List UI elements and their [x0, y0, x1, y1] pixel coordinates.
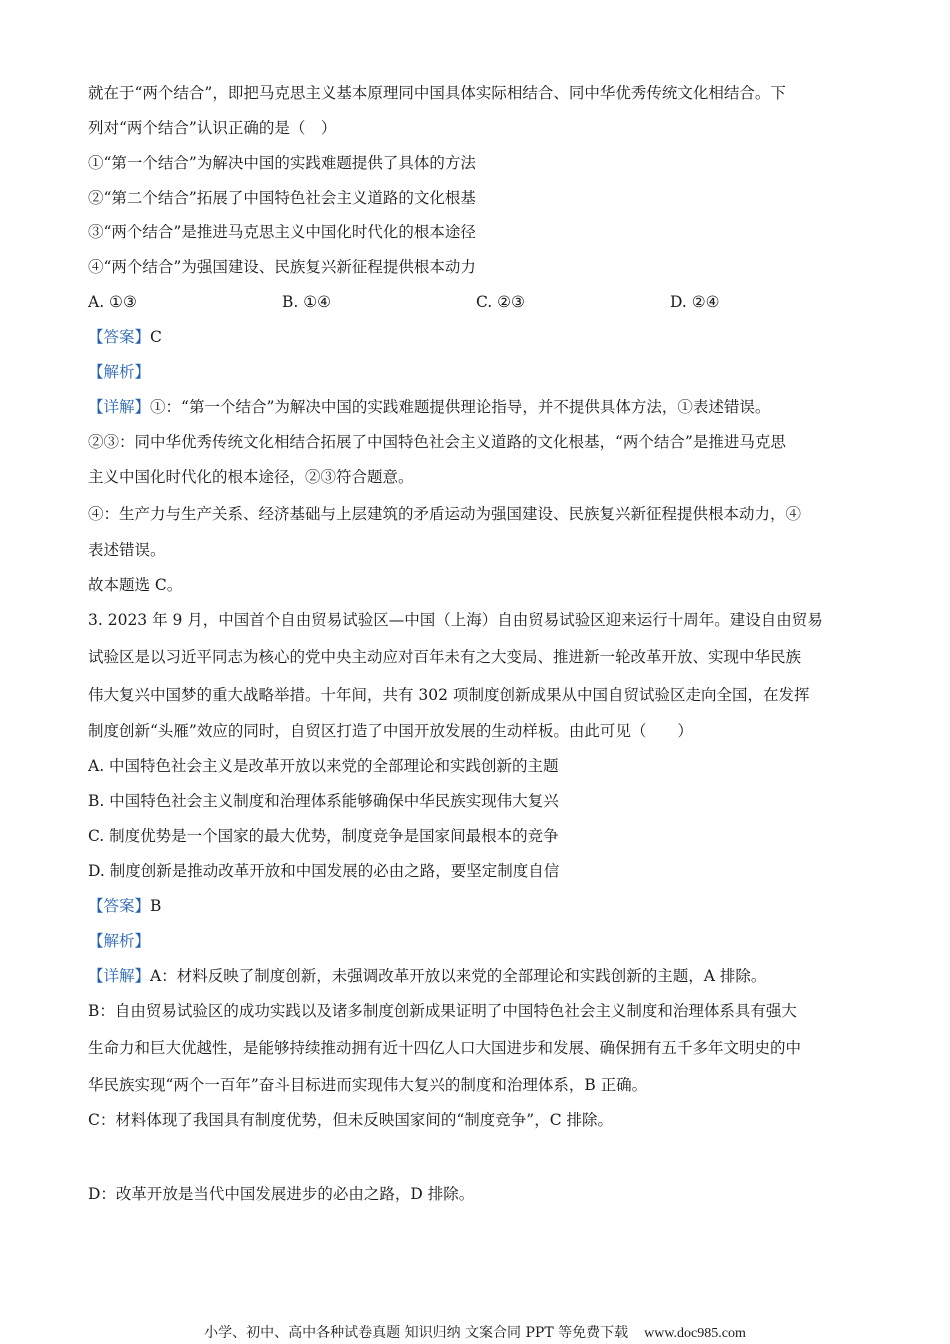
- q2-detail-line-6: 故本题选 C。: [88, 576, 183, 594]
- q3-stem-line-4: 制度创新“头雁”效应的同时，自贸区打造了中国开放发展的生动样板。由此可见（ ）: [88, 722, 693, 740]
- q2-option-a: A. ①③: [88, 293, 137, 311]
- q3-analysis-tag: [88, 931, 878, 951]
- q2-option-c: C. ②③: [476, 293, 525, 311]
- footer-text: 小学、初中、高中各种试卷真题 知识归纳 文案合同 PPT 等免费下载: [204, 1325, 629, 1341]
- detail-text: ①：“第一个结合”为解决中国的实践难题提供理论指导，并不提供具体方法，①表述错误。: [150, 398, 771, 416]
- q2-answer: [88, 327, 878, 347]
- q2-item-1: ①“第一个结合”为解决中国的实践难题提供了具体的方法: [88, 154, 476, 172]
- q2-item-2: ②“第二个结合”拓展了中国特色社会主义道路的文化根基: [88, 189, 476, 207]
- q2-item-3: ③“两个结合”是推进马克思主义中国化时代化的根本途径: [88, 223, 476, 241]
- q3-detail-line-1: [88, 966, 878, 986]
- q3-detail-line-2: B：自由贸易试验区的成功实践以及诸多制度创新成果证明了中国特色社会主义制度和治理体系具有强大: [88, 1002, 797, 1020]
- answer-tag: 【答案】: [88, 328, 151, 346]
- footer-url[interactable]: www.doc985.com: [644, 1326, 746, 1341]
- q2-detail-line-1: [88, 397, 878, 417]
- q2-item-4: ④“两个结合”为强国建设、民族复兴新征程提供根本动力: [88, 258, 476, 276]
- answer-value: C: [150, 328, 162, 346]
- q2-option-b: B. ①④: [282, 293, 332, 311]
- q2-detail-line-2: ②③：同中华优秀传统文化相结合拓展了中国特色社会主义道路的文化根基，“两个结合”是推进马克思: [88, 433, 786, 451]
- q3-detail-line-4: 华民族实现“两个一百年”奋斗目标进而实现伟大复兴的制度和治理体系，B 正确。: [88, 1076, 648, 1094]
- answer-value: B: [150, 897, 162, 915]
- answer-tag: 【答案】: [88, 897, 151, 915]
- q2-option-d: D. ②④: [670, 293, 720, 311]
- q2-analysis-tag: [88, 362, 878, 382]
- detail-tag: 【详解】: [88, 967, 151, 985]
- q3-option-a: A. 中国特色社会主义是改革开放以来党的全部理论和实践创新的主题: [88, 757, 559, 775]
- q3-option-b: B. 中国特色社会主义制度和治理体系能够确保中华民族实现伟大复兴: [88, 792, 559, 810]
- q3-stem-line-3: 伟大复兴中国梦的重大战略举措。十年间，共有 302 项制度创新成果从中国自贸试验区走向全国，在发挥: [88, 686, 810, 704]
- q3-option-c: C. 制度优势是一个国家的最大优势，制度竞争是国家间最根本的竞争: [88, 827, 559, 845]
- q3-stem-line-1: 3. 2023 年 9 月，中国首个自由贸易试验区—中国（上海）自由贸易试验区迎来运行十周年。建设自由贸易: [88, 611, 823, 629]
- q2-detail-line-4: ④：生产力与生产关系、经济基础与上层建筑的矛盾运动为强国建设、民族复兴新征程提供根本动力，④: [88, 505, 802, 523]
- q3-stem-line-2: 试验区是以习近平同志为核心的党中央主动应对百年未有之大变局、推进新一轮改革开放、实现中华民族: [88, 648, 802, 666]
- detail-tag: 【详解】: [88, 398, 151, 416]
- detail-text: A：材料反映了制度创新，未强调改革开放以来党的全部理论和实践创新的主题，A 排除。: [150, 967, 767, 985]
- q2-detail-line-5: 表述错误。: [88, 541, 166, 559]
- page-footer: [0, 1324, 950, 1343]
- q3-option-d: D. 制度创新是推动改革开放和中国发展的必由之路，要坚定制度自信: [88, 862, 560, 880]
- q3-answer: [88, 896, 878, 916]
- q2-stem-line-1: 就在于“两个结合”，即把马克思主义基本原理同中国具体实际相结合、同中华优秀传统文化相结合。下: [88, 84, 786, 102]
- q2-detail-line-3: 主义中国化时代化的根本途径，②③符合题意。: [88, 468, 414, 486]
- q2-stem-line-2: 列对“两个结合”认识正确的是（ ）: [88, 119, 337, 137]
- q3-detail-line-3: 生命力和巨大优越性，是能够持续推动拥有近十四亿人口大国进步和发展、确保拥有五千多年文明史的中: [88, 1039, 802, 1057]
- q3-detail-line-5: C：材料体现了我国具有制度优势，但未反映国家间的“制度竞争”，C 排除。: [88, 1111, 613, 1129]
- q3-detail-line-6: D：改革开放是当代中国发展进步的必由之路，D 排除。: [88, 1185, 475, 1203]
- analysis-tag: 【解析】: [88, 363, 151, 381]
- analysis-tag: 【解析】: [88, 932, 151, 950]
